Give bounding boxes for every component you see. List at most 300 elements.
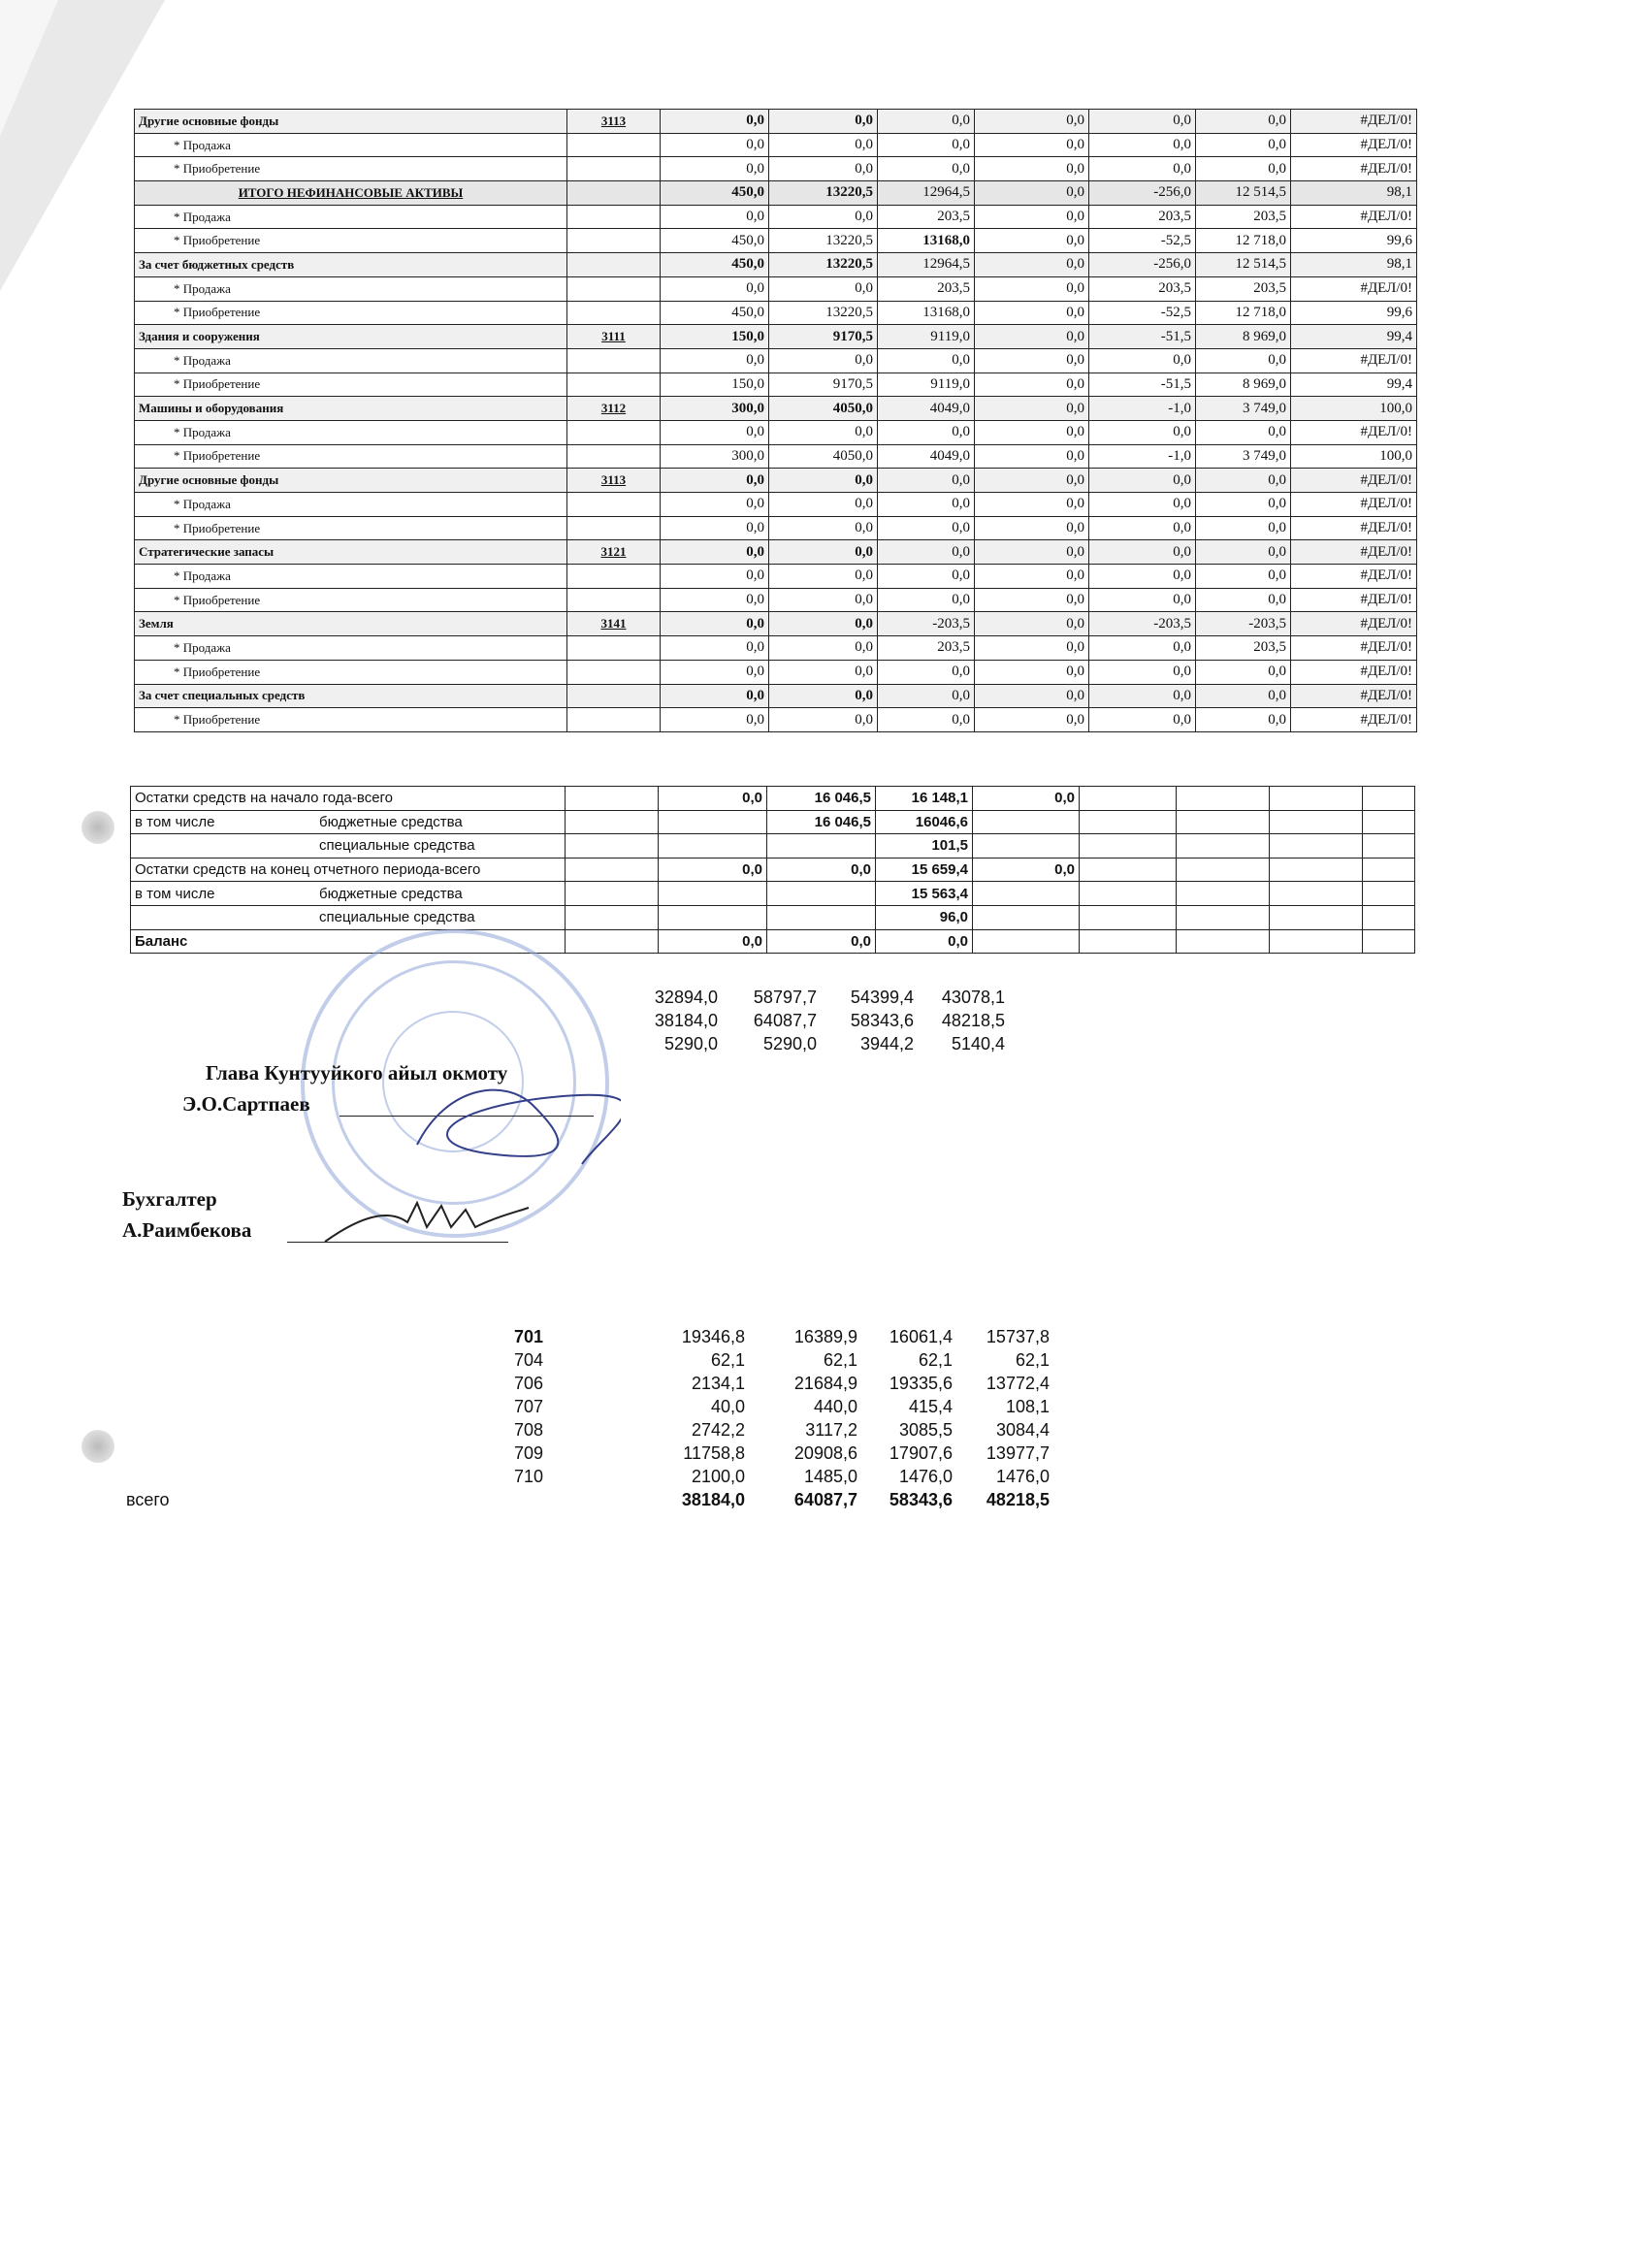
value-cell: 0,0 bbox=[769, 276, 878, 301]
empty-cell bbox=[1080, 810, 1177, 834]
totals-value: 58343,6 bbox=[850, 1011, 914, 1030]
balance-prefix: в том числе bbox=[135, 885, 215, 902]
empty-cell bbox=[1270, 834, 1363, 859]
value-cell: #ДЕЛ/0! bbox=[1291, 636, 1417, 661]
empty-cell bbox=[1270, 929, 1363, 954]
expense-value: 62,1 bbox=[1015, 1350, 1050, 1370]
row-label: * Приобретение bbox=[135, 157, 567, 181]
value-cell: 0,0 bbox=[878, 133, 975, 157]
value-cell: 450,0 bbox=[661, 253, 769, 277]
value-cell: 0,0 bbox=[769, 565, 878, 589]
value-cell: #ДЕЛ/0! bbox=[1291, 133, 1417, 157]
value-cell: 150,0 bbox=[661, 373, 769, 397]
table-row bbox=[135, 516, 1417, 540]
expense-value: 1476,0 bbox=[898, 1467, 953, 1486]
total-label: всего bbox=[126, 1490, 170, 1509]
empty-cell bbox=[1177, 929, 1270, 954]
budget-code: 3141 bbox=[567, 612, 661, 636]
value-cell: 99,4 bbox=[1291, 373, 1417, 397]
value-cell: 0,0 bbox=[975, 325, 1089, 349]
value-cell: 0,0 bbox=[661, 588, 769, 612]
empty-cell bbox=[1363, 858, 1415, 882]
value-cell: 0,0 bbox=[661, 516, 769, 540]
expense-value: 3117,2 bbox=[805, 1420, 857, 1440]
empty-cell bbox=[1177, 905, 1270, 929]
expense-value: 15737,8 bbox=[986, 1327, 1050, 1346]
table-row bbox=[135, 325, 1417, 349]
table-row bbox=[135, 253, 1417, 277]
empty-cell bbox=[1080, 905, 1177, 929]
empty-cell bbox=[1080, 882, 1177, 906]
value-cell: 0,0 bbox=[975, 181, 1089, 206]
balance-value: 0,0 bbox=[973, 858, 1080, 882]
row-label: Земля bbox=[135, 612, 567, 636]
punch-hole-top bbox=[81, 811, 114, 844]
value-cell: 0,0 bbox=[975, 588, 1089, 612]
balance-text: Остатки средств на начало года-всего bbox=[135, 790, 394, 807]
value-cell: 0,0 bbox=[769, 469, 878, 493]
balance-row bbox=[131, 858, 1415, 882]
value-cell: 99,6 bbox=[1291, 229, 1417, 253]
expense-value: 415,4 bbox=[908, 1397, 953, 1416]
value-cell: 0,0 bbox=[975, 540, 1089, 565]
value-cell: 0,0 bbox=[769, 540, 878, 565]
value-cell: 0,0 bbox=[878, 110, 975, 134]
balance-value bbox=[659, 834, 767, 859]
table-row bbox=[135, 565, 1417, 589]
value-cell: 0,0 bbox=[769, 612, 878, 636]
value-cell: #ДЕЛ/0! bbox=[1291, 660, 1417, 684]
value-cell: #ДЕЛ/0! bbox=[1291, 348, 1417, 373]
empty-cell bbox=[1363, 929, 1415, 954]
totals-value: 5290,0 bbox=[663, 1034, 718, 1053]
value-cell: 0,0 bbox=[1089, 708, 1196, 732]
value-cell: 8 969,0 bbox=[1196, 325, 1291, 349]
value-cell: 13220,5 bbox=[769, 229, 878, 253]
value-cell: 0,0 bbox=[661, 469, 769, 493]
budget-code bbox=[567, 348, 661, 373]
value-cell: 0,0 bbox=[878, 348, 975, 373]
budget-code bbox=[567, 253, 661, 277]
budget-code bbox=[567, 516, 661, 540]
row-label: * Продажа bbox=[135, 420, 567, 444]
row-label: За счет специальных средств bbox=[135, 684, 567, 708]
value-cell: 0,0 bbox=[975, 708, 1089, 732]
value-cell: 0,0 bbox=[975, 612, 1089, 636]
value-cell: 13220,5 bbox=[769, 253, 878, 277]
table-row bbox=[135, 636, 1417, 661]
value-cell: 0,0 bbox=[661, 565, 769, 589]
value-cell: 150,0 bbox=[661, 325, 769, 349]
value-cell: 0,0 bbox=[1196, 469, 1291, 493]
value-cell: -203,5 bbox=[878, 612, 975, 636]
row-label: * Приобретение bbox=[135, 588, 567, 612]
value-cell: 0,0 bbox=[1196, 493, 1291, 517]
table-row bbox=[135, 469, 1417, 493]
budget-code bbox=[567, 493, 661, 517]
budget-code bbox=[567, 301, 661, 325]
empty-cell bbox=[1177, 787, 1270, 811]
expense-value: 2100,0 bbox=[691, 1467, 745, 1486]
budget-code: 3113 bbox=[567, 469, 661, 493]
value-cell: 0,0 bbox=[878, 420, 975, 444]
value-cell: 0,0 bbox=[1089, 420, 1196, 444]
value-cell: 0,0 bbox=[1089, 636, 1196, 661]
empty-cell bbox=[1363, 905, 1415, 929]
budget-code: 3112 bbox=[567, 397, 661, 421]
expense-code: 708 bbox=[513, 1420, 543, 1440]
nonfinancial-assets-table bbox=[134, 109, 1417, 732]
value-cell: 0,0 bbox=[661, 348, 769, 373]
value-cell: -1,0 bbox=[1089, 444, 1196, 469]
budget-code bbox=[567, 660, 661, 684]
value-cell: 0,0 bbox=[975, 397, 1089, 421]
value-cell: #ДЕЛ/0! bbox=[1291, 708, 1417, 732]
balance-value: 101,5 bbox=[876, 834, 973, 859]
value-cell: 203,5 bbox=[878, 636, 975, 661]
value-cell: 0,0 bbox=[1196, 540, 1291, 565]
balance-prefix: в том числе bbox=[135, 813, 215, 830]
value-cell: 0,0 bbox=[975, 660, 1089, 684]
value-cell: 0,0 bbox=[1196, 157, 1291, 181]
balance-value: 0,0 bbox=[659, 787, 767, 811]
value-cell: 0,0 bbox=[769, 636, 878, 661]
budget-code bbox=[567, 444, 661, 469]
budget-code bbox=[567, 636, 661, 661]
value-cell: 450,0 bbox=[661, 229, 769, 253]
value-cell: 0,0 bbox=[878, 660, 975, 684]
table-row bbox=[135, 133, 1417, 157]
empty-cell bbox=[1270, 858, 1363, 882]
value-cell: 4049,0 bbox=[878, 444, 975, 469]
row-label: * Продажа bbox=[135, 636, 567, 661]
value-cell: 0,0 bbox=[878, 708, 975, 732]
value-cell: 0,0 bbox=[661, 684, 769, 708]
total-value: 64087,7 bbox=[793, 1490, 857, 1509]
value-cell: 9170,5 bbox=[769, 325, 878, 349]
value-cell: 13220,5 bbox=[769, 301, 878, 325]
value-cell: 13168,0 bbox=[878, 229, 975, 253]
budget-code bbox=[567, 684, 661, 708]
value-cell: #ДЕЛ/0! bbox=[1291, 110, 1417, 134]
balance-value bbox=[659, 905, 767, 929]
value-cell: #ДЕЛ/0! bbox=[1291, 157, 1417, 181]
value-cell: 0,0 bbox=[878, 540, 975, 565]
balance-value bbox=[973, 834, 1080, 859]
row-label: * Приобретение bbox=[135, 373, 567, 397]
value-cell: 0,0 bbox=[975, 110, 1089, 134]
value-cell: #ДЕЛ/0! bbox=[1291, 565, 1417, 589]
balance-row bbox=[131, 810, 1415, 834]
budget-code bbox=[567, 157, 661, 181]
row-label: ИТОГО НЕФИНАНСОВЫЕ АКТИВЫ bbox=[135, 181, 567, 206]
expense-value: 2742,2 bbox=[691, 1420, 745, 1440]
value-cell: 100,0 bbox=[1291, 444, 1417, 469]
value-cell: 4050,0 bbox=[769, 397, 878, 421]
balance-value bbox=[767, 834, 876, 859]
balance-text: специальные средства bbox=[319, 837, 475, 855]
totals-value: 5140,4 bbox=[951, 1034, 1005, 1053]
value-cell: 0,0 bbox=[661, 133, 769, 157]
value-cell: 0,0 bbox=[975, 348, 1089, 373]
value-cell: 0,0 bbox=[1196, 708, 1291, 732]
expense-value: 13772,4 bbox=[986, 1374, 1050, 1393]
empty-cell bbox=[1363, 882, 1415, 906]
budget-code bbox=[567, 229, 661, 253]
table-row bbox=[135, 540, 1417, 565]
value-cell: 0,0 bbox=[878, 516, 975, 540]
value-cell: -203,5 bbox=[1196, 612, 1291, 636]
balance-text: Баланс bbox=[135, 932, 188, 950]
row-label: Другие основные фонды bbox=[135, 110, 567, 134]
total-value: 38184,0 bbox=[681, 1490, 745, 1509]
balance-text: бюджетные средства bbox=[319, 813, 463, 830]
value-cell: 9170,5 bbox=[769, 373, 878, 397]
value-cell: 0,0 bbox=[975, 133, 1089, 157]
value-cell: 100,0 bbox=[1291, 397, 1417, 421]
balance-value: 0,0 bbox=[973, 787, 1080, 811]
table-row bbox=[135, 301, 1417, 325]
value-cell: 0,0 bbox=[661, 708, 769, 732]
budget-code bbox=[567, 133, 661, 157]
empty-cell bbox=[1270, 810, 1363, 834]
totals-value: 38184,0 bbox=[654, 1011, 718, 1030]
row-label: За счет бюджетных средств bbox=[135, 253, 567, 277]
folded-corner-inner bbox=[0, 0, 58, 136]
head-title: Глава Кунтууйкого айыл окмоту bbox=[206, 1061, 508, 1085]
value-cell: 300,0 bbox=[661, 444, 769, 469]
balance-row bbox=[131, 787, 1415, 811]
value-cell: 12 514,5 bbox=[1196, 253, 1291, 277]
expense-value: 16389,9 bbox=[793, 1327, 857, 1346]
value-cell: 0,0 bbox=[661, 636, 769, 661]
empty-cell bbox=[566, 858, 659, 882]
balance-value: 96,0 bbox=[876, 905, 973, 929]
value-cell: 0,0 bbox=[769, 708, 878, 732]
totals-value: 54399,4 bbox=[850, 988, 914, 1007]
expense-value: 62,1 bbox=[710, 1350, 745, 1370]
value-cell: 0,0 bbox=[878, 157, 975, 181]
value-cell: 0,0 bbox=[1089, 684, 1196, 708]
expense-value: 40,0 bbox=[710, 1397, 745, 1416]
balance-row bbox=[131, 834, 1415, 859]
row-label: * Приобретение bbox=[135, 444, 567, 469]
row-label: * Продажа bbox=[135, 133, 567, 157]
balance-value: 0,0 bbox=[659, 858, 767, 882]
value-cell: 0,0 bbox=[769, 205, 878, 229]
row-label: * Приобретение bbox=[135, 516, 567, 540]
balance-value: 16 148,1 bbox=[876, 787, 973, 811]
budget-code bbox=[567, 181, 661, 206]
table-row bbox=[135, 110, 1417, 134]
empty-cell bbox=[1080, 787, 1177, 811]
balance-value: 15 563,4 bbox=[876, 882, 973, 906]
value-cell: 9119,0 bbox=[878, 325, 975, 349]
value-cell: 0,0 bbox=[769, 660, 878, 684]
balance-value: 0,0 bbox=[767, 929, 876, 954]
budget-code: 3121 bbox=[567, 540, 661, 565]
value-cell: 0,0 bbox=[661, 157, 769, 181]
row-label: * Продажа bbox=[135, 205, 567, 229]
row-label: * Приобретение bbox=[135, 660, 567, 684]
balance-label bbox=[131, 905, 566, 929]
value-cell: -52,5 bbox=[1089, 229, 1196, 253]
value-cell: 0,0 bbox=[1089, 133, 1196, 157]
expense-value: 3084,4 bbox=[995, 1420, 1050, 1440]
value-cell: 0,0 bbox=[975, 493, 1089, 517]
empty-cell bbox=[566, 810, 659, 834]
value-cell: -256,0 bbox=[1089, 181, 1196, 206]
expense-value: 16061,4 bbox=[889, 1327, 953, 1346]
value-cell: 0,0 bbox=[975, 565, 1089, 589]
empty-cell bbox=[1080, 929, 1177, 954]
table-row bbox=[135, 157, 1417, 181]
value-cell: 12 718,0 bbox=[1196, 229, 1291, 253]
value-cell: 0,0 bbox=[975, 373, 1089, 397]
expense-value: 1485,0 bbox=[803, 1467, 857, 1486]
value-cell: 203,5 bbox=[1196, 205, 1291, 229]
empty-cell bbox=[566, 905, 659, 929]
value-cell: 203,5 bbox=[1089, 205, 1196, 229]
value-cell: 0,0 bbox=[1089, 110, 1196, 134]
value-cell: 0,0 bbox=[661, 205, 769, 229]
value-cell: 0,0 bbox=[975, 684, 1089, 708]
balance-label bbox=[131, 858, 566, 882]
value-cell: 0,0 bbox=[1089, 516, 1196, 540]
accountant-signature bbox=[320, 1188, 534, 1256]
expense-code: 707 bbox=[513, 1397, 543, 1416]
totals-value: 3944,2 bbox=[859, 1034, 914, 1053]
value-cell: 0,0 bbox=[975, 420, 1089, 444]
empty-cell bbox=[1177, 882, 1270, 906]
value-cell: 0,0 bbox=[769, 516, 878, 540]
value-cell: 0,0 bbox=[1196, 588, 1291, 612]
table-row bbox=[135, 397, 1417, 421]
value-cell: 0,0 bbox=[769, 420, 878, 444]
value-cell: 0,0 bbox=[975, 636, 1089, 661]
empty-cell bbox=[1363, 810, 1415, 834]
value-cell: 3 749,0 bbox=[1196, 397, 1291, 421]
value-cell: 203,5 bbox=[1089, 276, 1196, 301]
value-cell: 450,0 bbox=[661, 301, 769, 325]
value-cell: 98,1 bbox=[1291, 181, 1417, 206]
empty-cell bbox=[1270, 905, 1363, 929]
head-signature bbox=[388, 1048, 621, 1183]
value-cell: 203,5 bbox=[1196, 276, 1291, 301]
value-cell: 0,0 bbox=[769, 110, 878, 134]
value-cell: 0,0 bbox=[975, 205, 1089, 229]
head-name: Э.О.Сартпаев bbox=[182, 1092, 310, 1116]
empty-cell bbox=[566, 787, 659, 811]
expense-value: 13977,7 bbox=[986, 1443, 1050, 1463]
row-label: Стратегические запасы bbox=[135, 540, 567, 565]
table-row bbox=[135, 612, 1417, 636]
row-label: Другие основные фонды bbox=[135, 469, 567, 493]
totals-value: 32894,0 bbox=[654, 988, 718, 1007]
value-cell: 203,5 bbox=[878, 276, 975, 301]
balance-row bbox=[131, 929, 1415, 954]
value-cell: 0,0 bbox=[878, 469, 975, 493]
expense-value: 20908,6 bbox=[793, 1443, 857, 1463]
value-cell: 0,0 bbox=[975, 253, 1089, 277]
value-cell: 0,0 bbox=[661, 612, 769, 636]
table-row bbox=[135, 420, 1417, 444]
value-cell: 4050,0 bbox=[769, 444, 878, 469]
value-cell: 0,0 bbox=[975, 276, 1089, 301]
balance-value: 0,0 bbox=[659, 929, 767, 954]
budget-code bbox=[567, 588, 661, 612]
value-cell: #ДЕЛ/0! bbox=[1291, 516, 1417, 540]
value-cell: 12 514,5 bbox=[1196, 181, 1291, 206]
value-cell: 0,0 bbox=[661, 110, 769, 134]
value-cell: 300,0 bbox=[661, 397, 769, 421]
value-cell: 3 749,0 bbox=[1196, 444, 1291, 469]
balance-label bbox=[131, 787, 566, 811]
total-value: 58343,6 bbox=[889, 1490, 953, 1509]
value-cell: 0,0 bbox=[1196, 565, 1291, 589]
empty-cell bbox=[1363, 834, 1415, 859]
totals-value: 48218,5 bbox=[941, 1011, 1005, 1030]
budget-code bbox=[567, 420, 661, 444]
value-cell: 0,0 bbox=[1089, 565, 1196, 589]
value-cell: #ДЕЛ/0! bbox=[1291, 276, 1417, 301]
budget-code: 3111 bbox=[567, 325, 661, 349]
value-cell: 13220,5 bbox=[769, 181, 878, 206]
value-cell: -52,5 bbox=[1089, 301, 1196, 325]
row-label: Машины и оборудования bbox=[135, 397, 567, 421]
value-cell: 203,5 bbox=[1196, 636, 1291, 661]
expense-value: 62,1 bbox=[918, 1350, 953, 1370]
balance-value bbox=[973, 810, 1080, 834]
expense-code: 704 bbox=[513, 1350, 543, 1370]
table-row bbox=[135, 708, 1417, 732]
balance-value bbox=[767, 882, 876, 906]
table-row bbox=[135, 229, 1417, 253]
expense-code: 710 bbox=[513, 1467, 543, 1486]
expense-value: 21684,9 bbox=[793, 1374, 857, 1393]
value-cell: 13168,0 bbox=[878, 301, 975, 325]
value-cell: 0,0 bbox=[661, 276, 769, 301]
expense-value: 11758,8 bbox=[683, 1443, 745, 1463]
value-cell: 0,0 bbox=[661, 493, 769, 517]
empty-cell bbox=[1270, 787, 1363, 811]
row-label: Здания и сооружения bbox=[135, 325, 567, 349]
empty-cell bbox=[1080, 858, 1177, 882]
value-cell: 203,5 bbox=[878, 205, 975, 229]
empty-cell bbox=[566, 929, 659, 954]
value-cell: #ДЕЛ/0! bbox=[1291, 469, 1417, 493]
value-cell: -51,5 bbox=[1089, 373, 1196, 397]
balance-table bbox=[130, 786, 1415, 954]
balance-label bbox=[131, 810, 566, 834]
balance-value bbox=[767, 905, 876, 929]
punch-hole-bottom bbox=[81, 1430, 114, 1463]
value-cell: 0,0 bbox=[1089, 157, 1196, 181]
expense-code: 706 bbox=[513, 1374, 543, 1393]
value-cell: -256,0 bbox=[1089, 253, 1196, 277]
value-cell: 0,0 bbox=[1089, 588, 1196, 612]
table-row bbox=[135, 493, 1417, 517]
value-cell: 0,0 bbox=[1089, 493, 1196, 517]
value-cell: 0,0 bbox=[975, 229, 1089, 253]
value-cell: 0,0 bbox=[878, 588, 975, 612]
value-cell: 0,0 bbox=[1089, 540, 1196, 565]
value-cell: 0,0 bbox=[975, 469, 1089, 493]
value-cell: 0,0 bbox=[1089, 348, 1196, 373]
expense-value: 17907,6 bbox=[889, 1443, 953, 1463]
balance-value: 15 659,4 bbox=[876, 858, 973, 882]
balance-value bbox=[973, 905, 1080, 929]
